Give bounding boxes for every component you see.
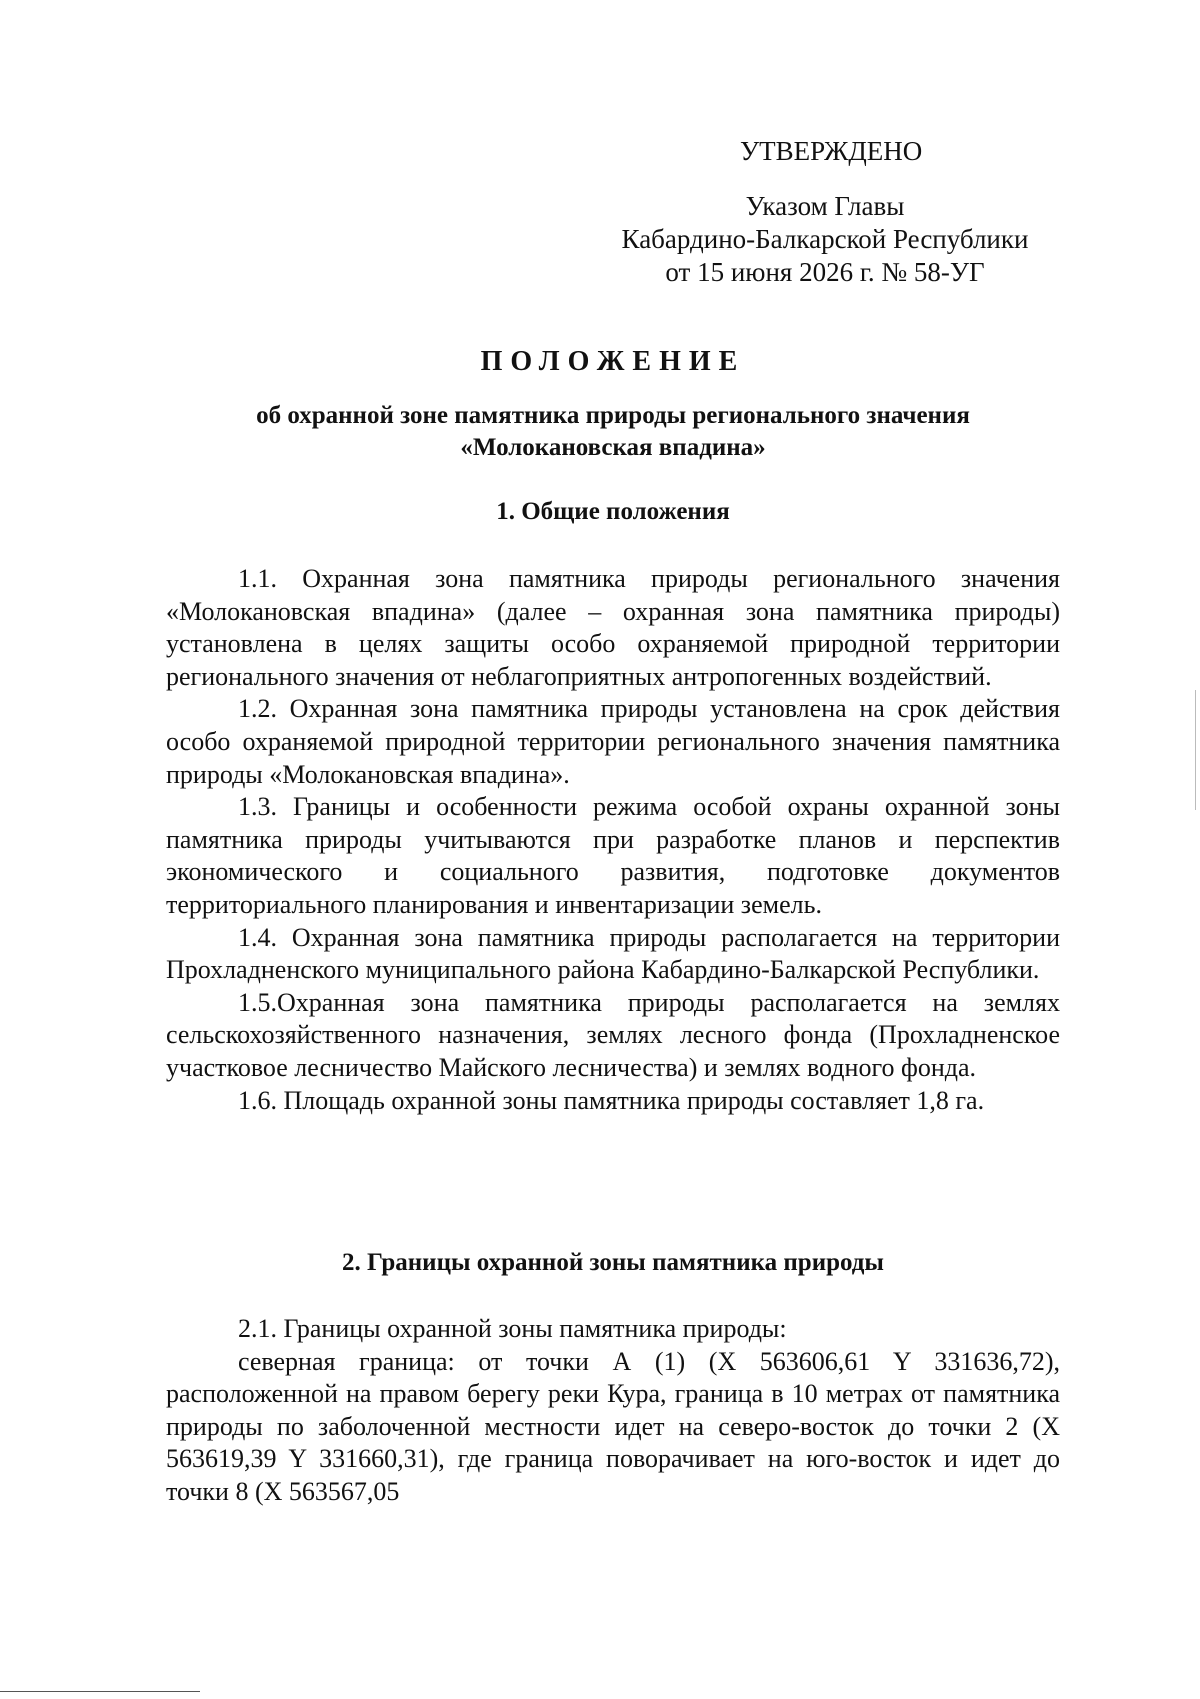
paragraph-1-2: 1.2. Охранная зона памятника природы установлена на срок действия особо охраняемой природной территории регионального значения памятника природы «Молокановская впадина». xyxy=(166,694,1060,789)
section-2-heading: 2. Границы охранной зоны памятника природы xyxy=(342,1249,884,1276)
section-1-heading: 1. Общие положения xyxy=(496,498,730,525)
paragraph-1-3: 1.3. Границы и особенности режима особой охраны охранной зоны памятника природы учитываются при разработке планов и перспектив экономического и социального развития, подготовке документов территориального планирования и инвентаризации земель. xyxy=(166,792,1060,919)
approval-date-number: от 15 июня 2026 г. № 58-УГ xyxy=(665,257,985,287)
subtitle-line-1: об охранной зоне памятника природы регионального значения xyxy=(256,402,970,429)
approval-block xyxy=(600,135,1100,289)
paragraph-1-4: 1.4. Охранная зона памятника природы располагается на территории Прохладненского муниципального района Кабардино-Балкарской Республики. xyxy=(166,922,1060,985)
paragraph-1-1: 1.1. Охранная зона памятника природы регионального значения «Молокановская впадина» (далее – охранная зона памятника природы) установлена в целях защиты особо охраняемой природной территории регионального значения от неблагоприятных антропогенных воздействий. xyxy=(166,564,1060,691)
section-2-body xyxy=(166,1313,1060,1509)
paragraph-1-5: 1.5.Охранная зона памятника природы располагается на землях сельскохозяйственного назначения, землях лесного фонда (Прохладненское участковое лесничество Майского лесничества) и землях водного фонда. xyxy=(166,987,1060,1082)
approval-authority: Кабардино-Балкарской Республики xyxy=(621,224,1029,254)
paragraph-1-6: 1.6. Площадь охранной зоны памятника природы составляет 1,8 га. xyxy=(238,1085,985,1115)
paragraph-2-1: 2.1. Границы охранной зоны памятника природы: xyxy=(238,1314,787,1343)
subtitle-line-2: «Молокановская впадина» xyxy=(460,434,766,461)
document-title: ПОЛОЖЕНИЕ xyxy=(480,346,746,377)
footer-rule xyxy=(0,1691,200,1692)
approval-by: Указом Главы xyxy=(745,191,905,221)
approval-stamp-word: УТВЕРЖДЕНО xyxy=(740,136,923,166)
section-1-body xyxy=(166,563,1060,1117)
scan-edge-mark xyxy=(1195,690,1196,810)
paragraph-2-1-north-boundary: северная граница: от точки А (1) (X 563606,61 Y 331636,72), расположенной на правом берегу реки Кура, граница в 10 метрах от памятника природы по заболоченной местности идет на северо-восток до точки 2 (X 563619,39 Y 331660,31), где граница поворачивает на юго-восток и идет до точки 8 (X 563567,05 xyxy=(166,1346,1060,1506)
document-subtitle xyxy=(166,400,1060,464)
